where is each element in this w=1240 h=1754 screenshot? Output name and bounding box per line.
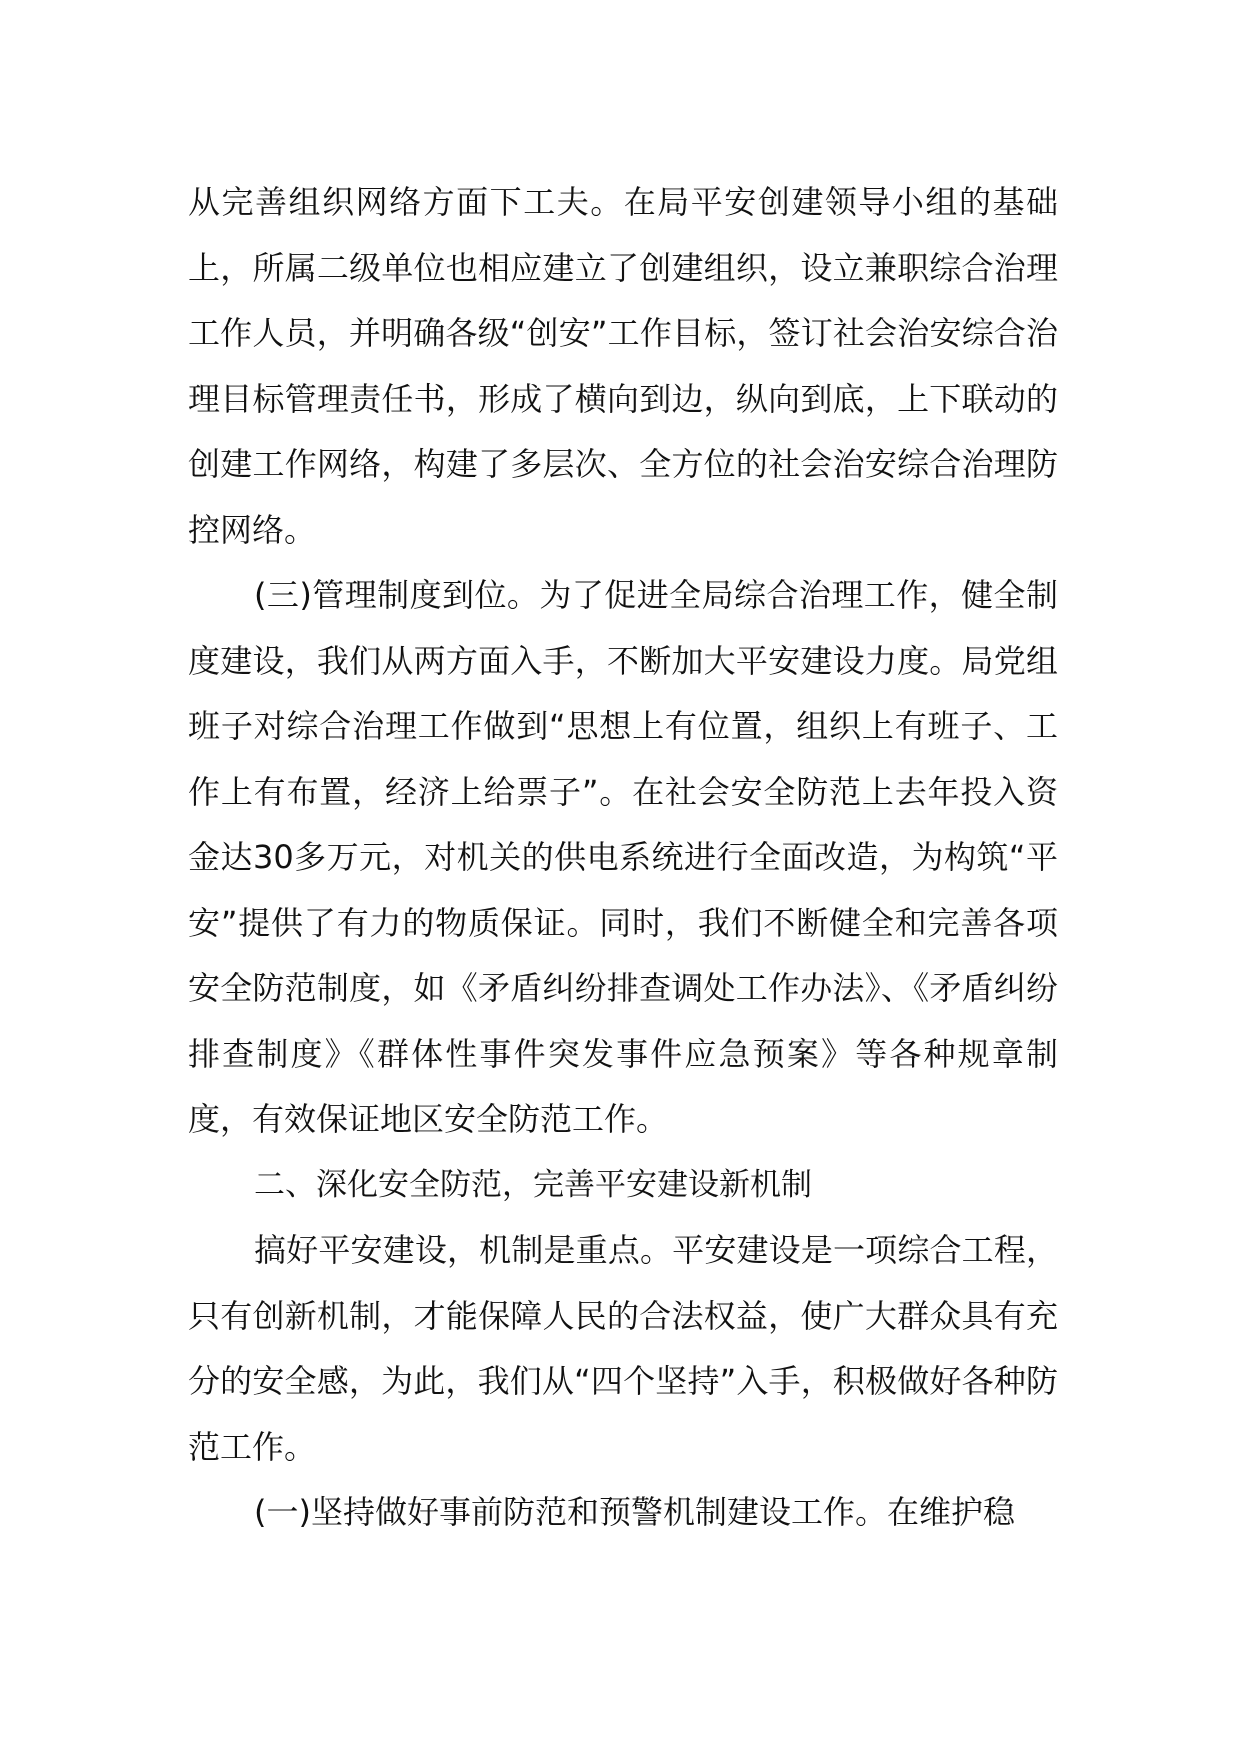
section-heading: 二、深化安全防范，完善平安建设新机制 (254, 1166, 812, 1203)
document-body (188, 170, 1058, 1546)
paragraph-organization-network: 从完善组织网络方面下工夫。在局平安创建领导小组的基础上，所属二级单位也相应建立了创建组织，设立兼职综合治理工作人员，并明确各级“创安”工作目标，签订社会治安综合治理目标管理责任书，形成了横向到边，纵向到底，上下联动的创建工作网络，构建了多层次、全方位的社会治安综合治理防控网络。 (188, 183, 1058, 549)
paragraph-management-system: (三)管理制度到位。为了促进全局综合治理工作，健全制度建设，我们从两方面入手，不断加大平安建设力度。局党组班子对综合治理工作做到“思想上有位置，组织上有班子、工作上有布置，经济上给票子”。在社会安全防范上去年投入资金达30多万元，对机关的供电系统进行全面改造，为构筑“平安”提供了有力的物质保证。同时，我们不断健全和完善各项安全防范制度，如《矛盾纠纷排查调处工作办法》、《矛盾纠纷排查制度》《群体性事件突发事件应急预案》等各种规章制度，有效保证地区安全防范工作。 (188, 576, 1058, 1138)
paragraph-mechanism-intro: 搞好平安建设，机制是重点。平安建设是一项综合工程，只有创新机制，才能保障人民的合法权益，使广大群众具有充分的安全感，为此，我们从“四个坚持”入手，积极做好各种防范工作。 (188, 1231, 1058, 1466)
paragraph-prevention-warning: (一)坚持做好事前防范和预警机制建设工作。在维护稳 (254, 1493, 1015, 1531)
